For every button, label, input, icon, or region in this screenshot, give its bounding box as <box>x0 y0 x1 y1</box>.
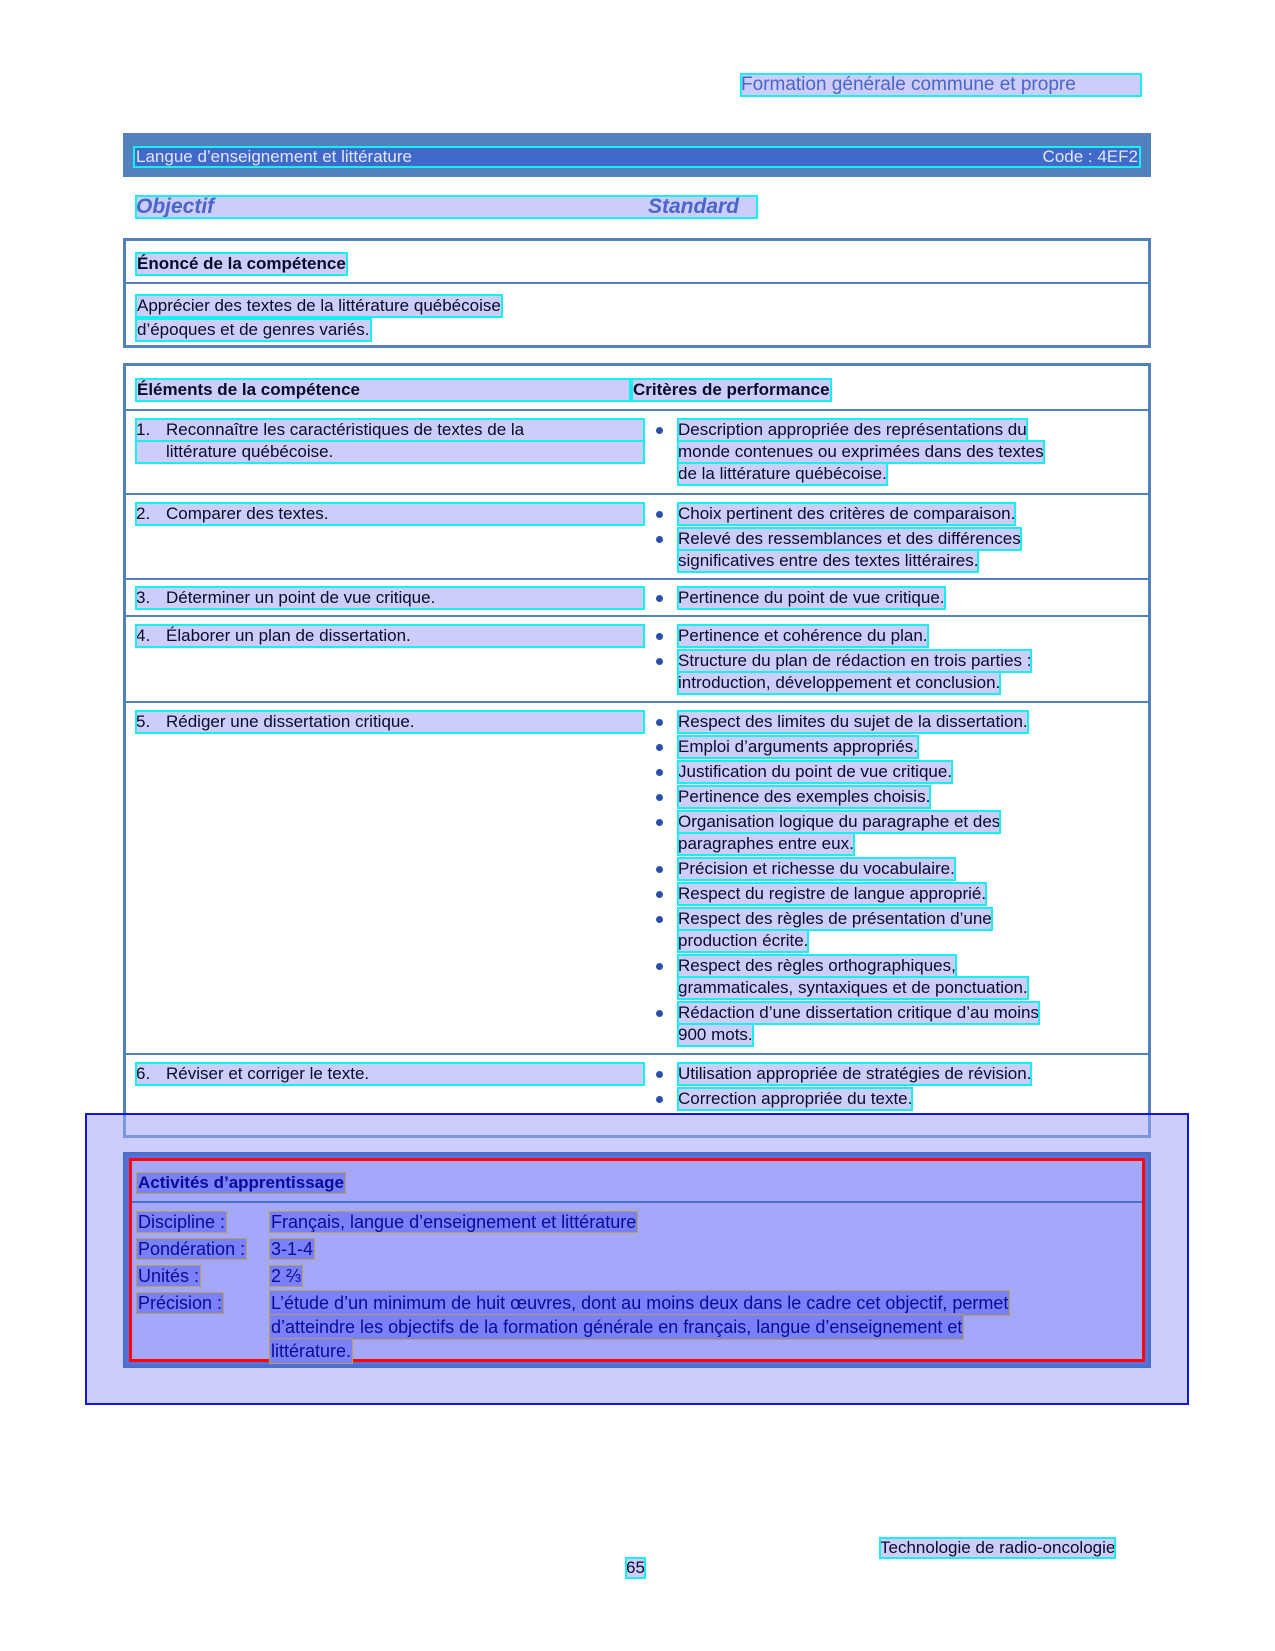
course-code: Code : 4EF2 <box>1042 147 1138 166</box>
discipline-row <box>137 1210 1130 1234</box>
standard-label: Standard <box>648 195 740 218</box>
table-row <box>126 703 1148 1055</box>
weighting-label: Pondération : <box>138 1239 246 1259</box>
bullet-icon <box>656 595 663 602</box>
criterion-item: Pertinence des exemples choisis. <box>648 786 1148 808</box>
criterion-item: Organisation logique du paragraphe et des paragraphes entre eux. <box>648 811 1148 855</box>
criteria-cell <box>648 503 1148 575</box>
bullet-icon <box>656 1096 663 1103</box>
element-item: 5. Rédiger une dissertation critique. <box>136 711 644 733</box>
divider <box>132 1201 1142 1203</box>
elements-criteria-table <box>123 363 1151 1138</box>
criterion-item: Relevé des ressemblances et des différences significatives entre des textes littéraires. <box>648 528 1148 572</box>
column-header-elements: Éléments de la compétence <box>136 379 630 401</box>
element-item: 4. Élaborer un plan de dissertation. <box>136 625 644 647</box>
criteria-cell <box>648 625 1148 697</box>
table-row <box>126 580 1148 617</box>
criterion-item: Correction appropriée du texte. <box>648 1088 1148 1110</box>
element-item: 1. Reconnaître les caractéristiques de textes de la <box>136 419 644 441</box>
discipline-value: Français, langue d’enseignement et littérature <box>271 1212 637 1232</box>
bullet-icon <box>656 769 663 776</box>
competency-statement-header <box>126 241 1148 284</box>
bullet-icon <box>656 963 663 970</box>
criterion-item: Respect des limites du sujet de la dissertation. <box>648 711 1148 733</box>
competency-statement-box <box>123 238 1151 348</box>
criterion-item: Justification du point de vue critique. <box>648 761 1148 783</box>
criterion-item: Structure du plan de rédaction en trois parties : introduction, développement et conclusion. <box>648 650 1148 694</box>
criteria-cell <box>648 711 1148 1049</box>
bullet-icon <box>656 819 663 826</box>
bullet-icon <box>656 916 663 923</box>
column-header-criteria: Critères de performance <box>633 380 830 399</box>
learning-activities-box <box>123 1152 1151 1368</box>
weighting-row <box>137 1237 1130 1261</box>
table-row <box>126 617 1148 703</box>
bullet-icon <box>656 658 663 665</box>
competency-statement-heading: Énoncé de la compétence <box>137 254 346 273</box>
criterion-item: Utilisation appropriée de stratégies de révision. <box>648 1063 1148 1085</box>
element-cell <box>136 419 644 463</box>
bullet-icon <box>656 744 663 751</box>
element-item: 2. Comparer des textes. <box>136 503 644 525</box>
precision-line: littérature. <box>271 1341 352 1361</box>
element-item: 6. Réviser et corriger le texte. <box>136 1063 644 1085</box>
bullet-icon <box>656 1010 663 1017</box>
criterion-item: Rédaction d’une dissertation critique d’au moins 900 mots. <box>648 1002 1148 1046</box>
precision-line: L’étude d’un minimum de huit œuvres, dont au moins deux dans le cadre cet objectif, permet <box>271 1293 1009 1313</box>
element-cell <box>136 587 644 609</box>
criterion-item: Emploi d’arguments appropriés. <box>648 736 1148 758</box>
units-row <box>137 1264 1130 1288</box>
criteria-cell <box>648 419 1148 488</box>
units-value: 2 ⅔ <box>271 1266 302 1286</box>
element-cell <box>136 1063 644 1085</box>
bullet-icon <box>656 866 663 873</box>
element-item: 3. Déterminer un point de vue critique. <box>136 587 644 609</box>
precision-label: Précision : <box>138 1293 223 1313</box>
course-banner <box>123 133 1151 177</box>
footer-program-title: Technologie de radio-oncologie <box>880 1538 1116 1557</box>
section-header: Formation générale commune et propre <box>741 74 1141 96</box>
criterion-item: Pertinence du point de vue critique. <box>648 587 1148 609</box>
criterion-item: Choix pertinent des critères de comparaison. <box>648 503 1148 525</box>
competency-statement-line: Apprécier des textes de la littérature québécoise <box>137 296 501 315</box>
criterion-item: Description appropriée des représentations du monde contenues ou exprimées dans des textes de la littérature québécoise. <box>648 419 1148 485</box>
table-header-row <box>126 366 1148 411</box>
bullet-icon <box>656 719 663 726</box>
criteria-cell <box>648 587 1148 612</box>
weighting-value: 3-1-4 <box>271 1239 314 1259</box>
criterion-item: Pertinence et cohérence du plan. <box>648 625 1148 647</box>
criterion-item: Respect des règles de présentation d’une production écrite. <box>648 908 1148 952</box>
criterion-item: Respect du registre de langue approprié. <box>648 883 1148 905</box>
element-item-continued: littérature québécoise. <box>136 441 644 463</box>
bullet-icon <box>656 427 663 434</box>
criteria-cell <box>648 1063 1148 1113</box>
element-cell <box>136 711 644 733</box>
criterion-item: Respect des règles orthographiques, grammaticales, syntaxiques et de ponctuation. <box>648 955 1148 999</box>
bullet-icon <box>656 794 663 801</box>
page-number: 65 <box>626 1558 645 1577</box>
competency-statement-body <box>136 295 502 343</box>
learning-activities-title: Activités d’apprentissage <box>138 1173 344 1192</box>
units-label: Unités : <box>138 1266 200 1286</box>
criterion-item: Précision et richesse du vocabulaire. <box>648 858 1148 880</box>
element-cell <box>136 625 644 647</box>
table-row <box>126 495 1148 580</box>
course-banner-inner <box>134 147 1140 167</box>
discipline-label: Discipline : <box>138 1212 226 1232</box>
bullet-icon <box>656 1071 663 1078</box>
element-cell <box>136 503 644 525</box>
course-title: Langue d’enseignement et littérature <box>136 147 412 166</box>
bullet-icon <box>656 511 663 518</box>
objective-standard-row <box>136 196 757 218</box>
bullet-icon <box>656 633 663 640</box>
precision-row <box>137 1291 1130 1363</box>
table-row <box>126 411 1148 495</box>
competency-statement-line: d’époques et de genres variés. <box>137 320 370 339</box>
learning-activities-inner <box>129 1158 1145 1362</box>
bullet-icon <box>656 891 663 898</box>
objective-label: Objectif <box>136 195 215 218</box>
precision-line: d’atteindre les objectifs de la formation générale en français, langue d’enseignement et <box>271 1317 963 1337</box>
bullet-icon <box>656 536 663 543</box>
